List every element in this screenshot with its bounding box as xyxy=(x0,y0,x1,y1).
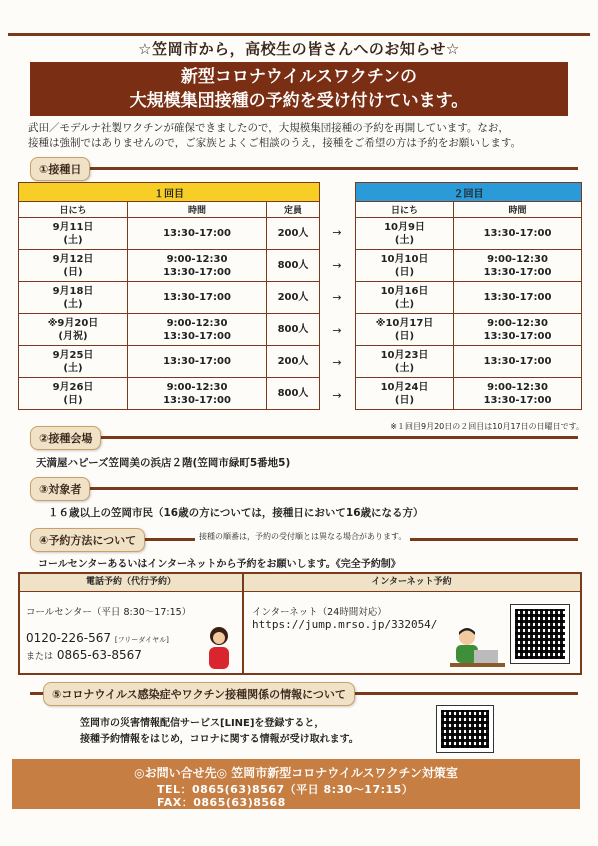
net-header: インターネット予約 xyxy=(243,574,580,592)
box-divider xyxy=(242,574,244,673)
second-dose-row xyxy=(356,250,582,282)
second-time: 9:00-12:30 13:30-17:00 xyxy=(454,378,582,410)
second-dose-row xyxy=(356,346,582,378)
col-capacity: 定員 xyxy=(267,202,320,218)
first-dose-header: １回目 xyxy=(19,183,320,202)
first-dose-table xyxy=(18,182,320,410)
section-2-line xyxy=(30,436,578,439)
top-divider xyxy=(8,33,590,36)
capacity: 800人 xyxy=(267,250,320,282)
second-dose-row xyxy=(356,218,582,250)
second-dose-row xyxy=(356,378,582,410)
capacity: 800人 xyxy=(267,378,320,410)
first-dose-row xyxy=(19,346,320,378)
first-dose-row xyxy=(19,250,320,282)
second-time: 13:30-17:00 xyxy=(454,346,582,378)
reservation-qr-code[interactable] xyxy=(510,604,570,664)
call-center: コールセンター（平日 8:30〜17:15） xyxy=(26,607,192,618)
arrow-icon: → xyxy=(332,226,342,239)
second-date: 10月24日 (日) xyxy=(356,378,454,410)
second-time: 9:00-12:30 13:30-17:00 xyxy=(454,250,582,282)
first-time: 13:30-17:00 xyxy=(128,218,267,250)
target-text: １６歳以上の笠岡市民（16歳の方については，接種日において16歳になる方） xyxy=(48,507,424,519)
first-date: 9月25日 (土) xyxy=(19,346,128,378)
arrow-icon: → xyxy=(332,356,342,369)
second-dose-row xyxy=(356,314,582,346)
schedule-note: ※１回目9月20日の２回目は10月17日の日曜日です。 xyxy=(390,422,584,431)
section-1-line xyxy=(30,167,578,170)
col-time-2: 時間 xyxy=(454,202,582,218)
net-label: インターネット（24時間対応） xyxy=(252,607,387,618)
first-time: 13:30-17:00 xyxy=(128,346,267,378)
banner-line-1: 新型コロナウイルスワクチンの xyxy=(180,67,418,87)
first-date: 9月12日 (日) xyxy=(19,250,128,282)
arrow-icon: → xyxy=(332,291,342,304)
second-dose-row xyxy=(356,282,582,314)
first-dose-row xyxy=(19,218,320,250)
second-date: 10月10日 (日) xyxy=(356,250,454,282)
woman-on-phone-icon xyxy=(206,624,232,672)
col-date-2: 日にち xyxy=(356,202,454,218)
arrow-icon: → xyxy=(332,323,342,337)
footer-tel[interactable]: TEL：0865(63)8567（平日 8:30〜17:15） xyxy=(157,783,414,796)
second-dose-table xyxy=(355,182,582,410)
arrow-icon: → xyxy=(332,258,342,272)
intro-line-2: 接種は強制ではありませんので，ご家族とよくご相談のうえ，接種をご希望の方は予約をお願いします。 xyxy=(28,137,522,149)
capacity: 200人 xyxy=(267,218,320,250)
reservation-url[interactable]: https://jump.mrso.jp/332054/ xyxy=(252,618,438,631)
contact-footer xyxy=(12,759,580,809)
capacity: 200人 xyxy=(267,282,320,314)
first-date: 9月18日 (土) xyxy=(19,282,128,314)
second-date: ※10月17日 (日) xyxy=(356,314,454,346)
man-at-laptop-icon xyxy=(450,626,505,668)
capacity: 800人 xyxy=(267,314,320,346)
order-note: 接種の順番は，予約の受付順とは異なる場合があります。 xyxy=(195,531,410,542)
first-date: 9月26日 (日) xyxy=(19,378,128,410)
section-3-line xyxy=(30,487,578,490)
footer-fax: FAX：0865(63)8568 xyxy=(157,796,286,809)
intro-line-1: 武田／モデルナ社製ワクチンが確保できましたので，大規模集団接種の予約を再開しています。なお， xyxy=(28,122,509,134)
capacity: 200人 xyxy=(267,346,320,378)
title-banner xyxy=(30,62,568,116)
second-time: 13:30-17:00 xyxy=(454,282,582,314)
second-time: 13:30-17:00 xyxy=(454,218,582,250)
second-date: 10月16日 (土) xyxy=(356,282,454,314)
first-dose-row xyxy=(19,314,320,346)
section-1-label: ①接種日 xyxy=(30,157,90,181)
venue-text: 天満屋ハピーズ笠岡美の浜店２階(笠岡市緑町5番地5) xyxy=(36,457,291,469)
free-dial-label: [フリーダイヤル] xyxy=(114,636,169,644)
or-label: または xyxy=(26,652,54,662)
footer-title: ◎お問い合せ先◎ 笠岡市新型コロナウイルスワクチン対策室 xyxy=(134,766,458,780)
reservation-intro: コールセンターあるいはインターネットから予約をお願いします。《完全予約制》 xyxy=(38,559,401,570)
first-time: 9:00-12:30 13:30-17:00 xyxy=(128,314,267,346)
tel-2: 0865-63-8567 xyxy=(56,648,142,662)
page-subtitle: ☆笠岡市から，高校生の皆さんへのお知らせ☆ xyxy=(138,40,460,58)
reservation-box xyxy=(18,572,582,675)
second-date: 10月23日 (土) xyxy=(356,346,454,378)
line-info-2: 接種予約情報をはじめ，コロナに関する情報が受け取れます。 xyxy=(80,734,359,745)
first-time: 13:30-17:00 xyxy=(128,282,267,314)
first-date: 9月11日 (土) xyxy=(19,218,128,250)
free-dial-number[interactable] xyxy=(26,631,169,645)
second-dose-header: ２回目 xyxy=(356,183,582,202)
section-2-label: ②接種会場 xyxy=(30,426,101,450)
line-qr-code[interactable] xyxy=(436,705,494,753)
second-date: 10月9日 (土) xyxy=(356,218,454,250)
col-time-1: 時間 xyxy=(128,202,267,218)
section-5-label: ⑤コロナウイルス感染症やワクチン接種関係の情報について xyxy=(43,682,355,706)
line-info-1: 笠岡市の災害情報配信サービス[LINE]を登録すると， xyxy=(80,718,325,729)
banner-line-2: 大規模集団接種の予約を受け付けています。 xyxy=(129,91,469,111)
second-time: 9:00-12:30 13:30-17:00 xyxy=(454,314,582,346)
first-dose-row xyxy=(19,378,320,410)
tel-free: 0120-226-567 xyxy=(26,631,112,645)
intro-text xyxy=(28,121,578,151)
first-date: ※9月20日 (月祝) xyxy=(19,314,128,346)
line-info xyxy=(80,716,359,748)
arrow-icon: → xyxy=(332,388,342,402)
section-3-label: ③対象者 xyxy=(30,477,90,501)
first-time: 9:00-12:30 13:30-17:00 xyxy=(128,378,267,410)
col-date-1: 日にち xyxy=(19,202,128,218)
section-4-label: ④予約方法について xyxy=(30,528,145,552)
first-time: 9:00-12:30 13:30-17:00 xyxy=(128,250,267,282)
phone-header: 電話予約（代行予約） xyxy=(20,574,242,592)
phone-number-2[interactable] xyxy=(26,648,142,662)
first-dose-row xyxy=(19,282,320,314)
